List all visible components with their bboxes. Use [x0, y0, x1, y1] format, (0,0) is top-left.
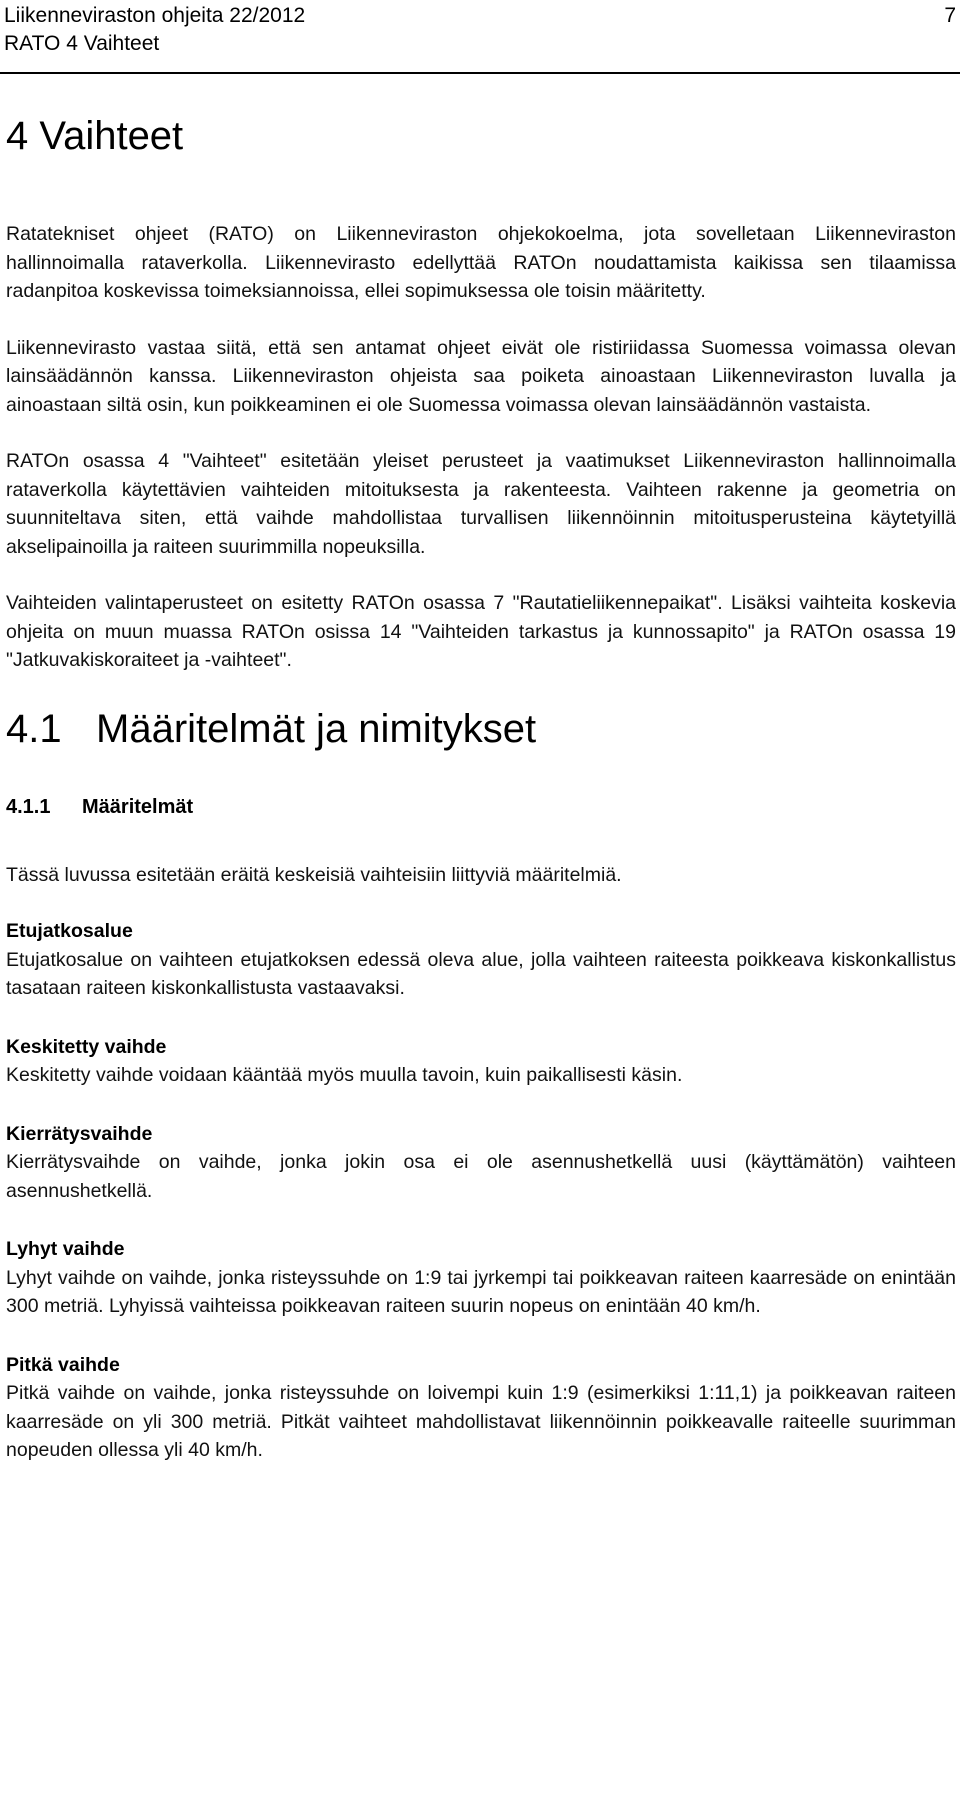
running-header-title: Liikenneviraston ohjeita 22/2012: [4, 4, 306, 27]
page-body: [6, 112, 956, 1495]
definition-text: Pitkä vaihde on vaihde, jonka risteyssuhde on loivempi kuin 1:9 (esimerkiksi 1:11,1) ja poikkeavan raiteen kaarresäde on yli 300 metriä. Pitkät vaihteet mahdollistavat liikennöinnin poikkeavalle raiteelle suurimman nopeuden ollessa yli 40 km/h.: [6, 1382, 956, 1461]
intro-paragraph: Ratatekniset ohjeet (RATO) on Liikenneviraston ohjekokoelma, jota sovelletaan Liikenneviraston hallinnoimalla rataverkolla. Liikennevirasto edellyttää RATOn noudattamista kaikissa sen tilaamissa radanpitoa koskevissa toimeksiannoissa, ellei sopimuksessa ole toisin määritetty.: [6, 223, 956, 302]
definition-text: Etujatkosalue on vaihteen etujatkoksen edessä oleva alue, jolla vaihteen raiteesta poikkeava kiskonkallistus tasataan raiteen kiskonkallistusta vastaavaksi.: [6, 948, 956, 999]
chapter-title: 4 Vaihteet: [6, 114, 184, 158]
subsection-title: Määritelmät: [82, 795, 194, 818]
definition-pitka-vaihde: [6, 1351, 956, 1465]
definition-term: Keskitetty vaihde: [6, 1035, 167, 1058]
intro-paragraph: RATOn osassa 4 "Vaihteet" esitetään yleiset perusteet ja vaatimukset Liikenneviraston hallinnoimalla rataverkolla käytettävien vaihteiden mitoituksesta ja rakenteesta. Vaihteen rakenne ja geometria on suunniteltava siten, että vaihde mahdollistaa turvallisen liikennöinnin mitoitusperusteina käytetyillä akselipainoilla ja raiteen suurimmilla nopeuksilla.: [6, 450, 956, 558]
definition-term: Lyhyt vaihde: [6, 1238, 125, 1260]
definition-term: Etujatkosalue: [6, 920, 133, 942]
header-divider: [0, 72, 960, 74]
definition-lyhyt-vaihde: [6, 1235, 956, 1321]
section-title: Määritelmät ja nimitykset: [96, 706, 537, 751]
intro-paragraph: Liikennevirasto vastaa siitä, että sen antamat ohjeet eivät ole ristiriidassa Suomessa voimassa olevan lainsäädännön kanssa. Liikenneviraston ohjeista saa poiketa ainoastaan Liikenneviraston luvalla ja ainoastaan siltä osin, kun poikkeaminen ei ole Suomessa voimassa olevan lainsäädännön vastaista.: [6, 336, 956, 416]
subsection-intro: Tässä luvussa esitetään eräitä keskeisiä vaihteisiin liittyviä määritelmiä.: [6, 863, 622, 886]
definition-keskitetty-vaihde: [6, 1033, 956, 1090]
intro-paragraph: Vaihteiden valintaperusteet on esitetty RATOn osassa 7 "Rautatieliikennepaikat". Lisäksi vaihteita koskevia ohjeita on muun muassa RATOn osissa 14 "Vaihteiden tarkastus ja kunnossapito" ja RATOn osassa 19 "Jatkuvakiskoraiteet ja -vaihteet".: [6, 592, 956, 671]
running-header-subtitle: RATO 4 Vaihteet: [4, 32, 160, 55]
subsection-number: 4.1.1: [6, 795, 51, 818]
subsection-heading: [6, 793, 956, 821]
section-heading: [6, 705, 956, 753]
definition-term: Kierrätysvaihde: [6, 1122, 153, 1145]
definition-etujatkosalue: [6, 917, 956, 1003]
definition-text: Lyhyt vaihde on vaihde, jonka risteyssuhde on 1:9 tai jyrkempi tai poikkeavan raiteen kaarresäde on enintään 300 metriä. Lyhyissä vaihteissa poikkeavan raiteen suurin nopeus on enintään 40 km/h.: [6, 1266, 956, 1317]
definition-kierratysvaihde: [6, 1120, 956, 1206]
section-number: 4.1: [6, 706, 62, 751]
page-number: 7: [944, 4, 956, 27]
definition-term: Pitkä vaihde: [6, 1353, 120, 1376]
definition-text: Kierrätysvaihde on vaihde, jonka jokin osa ei ole asennushetkellä uusi (käyttämätön) vaihteen asennushetkellä.: [6, 1151, 956, 1202]
definition-text: Keskitetty vaihde voidaan kääntää myös muulla tavoin, kuin paikallisesti käsin.: [6, 1064, 683, 1086]
